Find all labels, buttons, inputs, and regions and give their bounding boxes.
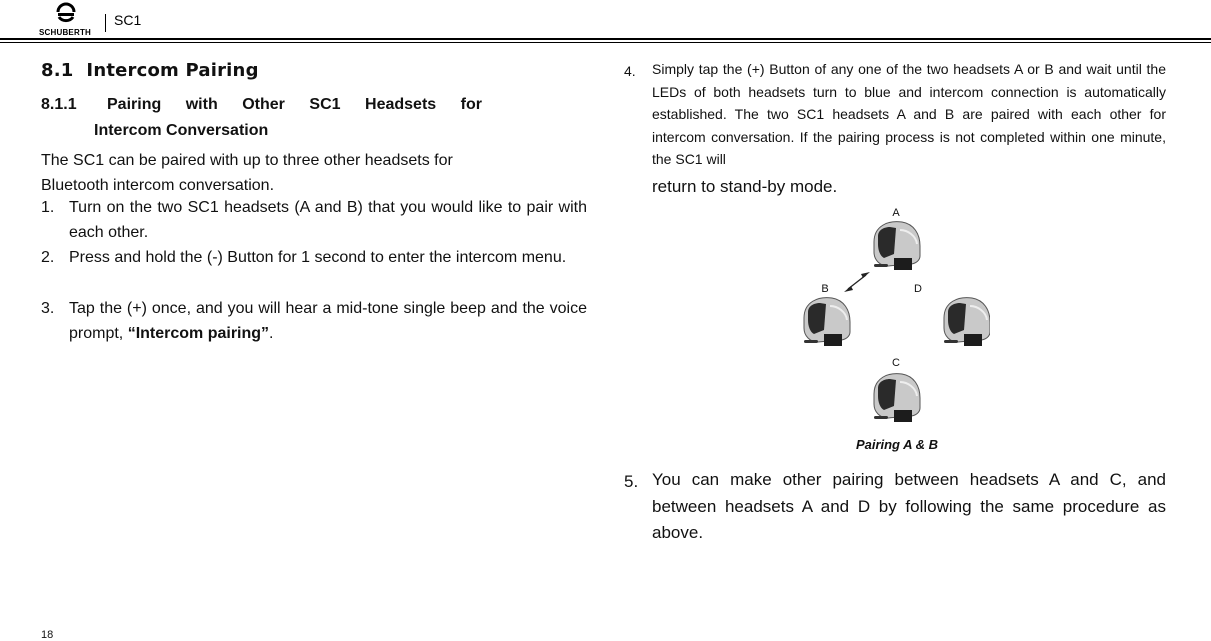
step-3-text	[69, 296, 587, 346]
intro-paragraph: The SC1 can be paired with up to three other headsets for Bluetooth intercom conversation.	[41, 152, 453, 194]
voice-prompt-intercom-pairing: “Intercom pairing”	[127, 325, 270, 342]
step-4-text-tail: return to stand-by mode.	[652, 177, 838, 196]
diagram-label-c: C	[892, 357, 900, 369]
step-4-text: Simply tap the (+) Button of any one of the two headsets A or B and wait until the LEDs of both headsets turn to blue and intercom connection is automatically established. The two SC1 headsets A and B are paired with each other for intercom conversation. If the pairing process is not completed within one minute, the SC1 will	[652, 61, 1166, 167]
helmet-b-icon	[804, 298, 850, 346]
page-number: 18	[41, 629, 54, 641]
helmet-c-icon	[874, 374, 920, 422]
subsection-title-line1: Pairing with Other SC1 Headsets for	[107, 96, 482, 113]
model-name: SC1	[114, 12, 142, 28]
step-2-text: Press and hold the (-) Button for 1 second to enter the intercom menu.	[69, 249, 567, 266]
subsection-title-line2: Intercom Conversation	[94, 122, 269, 139]
subsection-number: 8.1.1	[41, 96, 77, 113]
step-3-text-main: Tap the (+) once, and you will hear a mid-tone single beep and the voice prompt,	[69, 300, 587, 342]
pairing-arrow-icon	[844, 272, 870, 292]
step-3-number: 3.	[41, 300, 55, 317]
helmet-d-icon	[944, 298, 990, 346]
step-5-number: 5.	[624, 472, 639, 491]
section-title: 8.1 Intercom Pairing	[41, 60, 259, 81]
schuberth-logo-mark-icon	[56, 2, 76, 26]
brand-name: SCHUBERTH	[38, 28, 92, 37]
step-3-text-end: .	[269, 325, 274, 342]
header-rule	[0, 38, 1211, 40]
diagram-caption: Pairing A & B	[855, 437, 939, 452]
step-1-text: Turn on the two SC1 headsets (A and B) that you would like to pair with each other.	[69, 199, 587, 241]
step-1-number: 1.	[41, 199, 55, 216]
step-5-text: You can make other pairing between headsets A and C, and between headsets A and D by following the same procedure as above.	[652, 470, 1166, 542]
helmet-a-icon	[874, 222, 920, 270]
diagram-label-b: B	[821, 283, 829, 295]
schuberth-logo	[34, 2, 96, 36]
diagram-label-a: A	[892, 207, 900, 219]
pairing-diagram	[790, 200, 990, 432]
header-rule-thin	[0, 42, 1211, 43]
header-divider	[105, 14, 106, 32]
step-2-number: 2.	[41, 249, 55, 266]
step-4-number: 4.	[624, 63, 636, 79]
diagram-label-d: D	[914, 283, 922, 295]
